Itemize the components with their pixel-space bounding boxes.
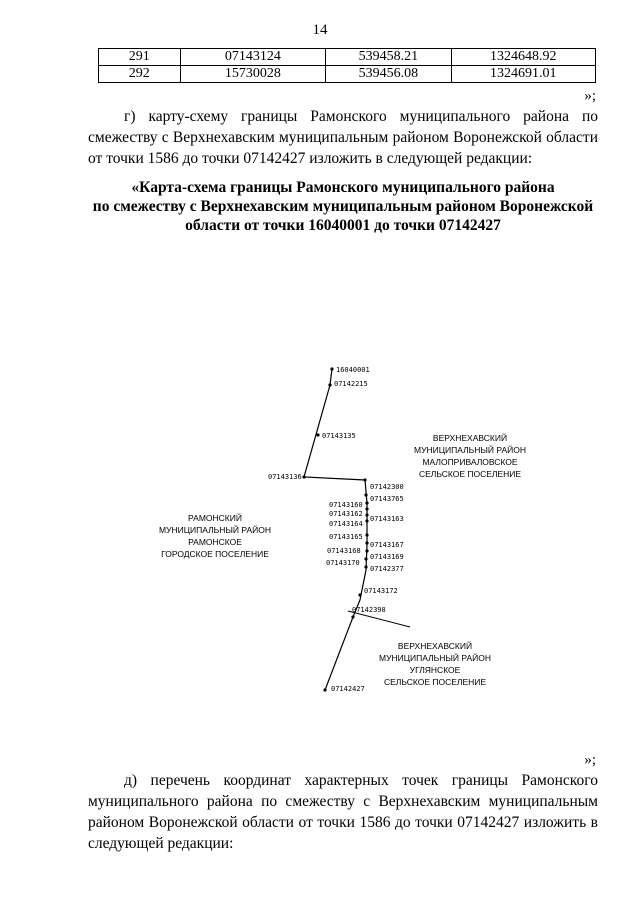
table-cell-point-id: 07143124: [180, 49, 326, 66]
table-cell-point-id: 15730028: [180, 66, 326, 83]
svg-text:РАМОНСКИЙ: РАМОНСКИЙ: [188, 513, 242, 523]
paragraph-g-text: г) карту-схему границы Рамонского муниципального района по смежеству с Верхнехавским муниципальным районом Воронежской области от точки 1586 до точки 07142427 изложить в следующей редакции:: [88, 108, 598, 167]
point-label: 07142427: [331, 685, 365, 693]
paragraph-d-text: д) перечень координат характерных точек границы Рамонского муниципального района по смежеству с Верхнехавским муниципальным районом Воронежской области от точки 1586 до точки 07142427 изложить в следующей редакции:: [88, 772, 598, 852]
map-heading-line: «Карта-схема границы Рамонского муниципального района: [131, 179, 555, 196]
region-label-uglyanskoe: [379, 640, 491, 687]
region-label-malopribalovskoe: [414, 432, 526, 479]
point-label: 07142377: [370, 565, 404, 573]
svg-text:ГОРОДСКОЕ ПОСЕЛЕНИЕ: ГОРОДСКОЕ ПОСЕЛЕНИЕ: [161, 549, 269, 559]
paragraph-g: [88, 106, 598, 169]
boundary-map: [158, 355, 560, 700]
table-cell-y: 1324648.92: [451, 49, 595, 66]
svg-text:ВЕРХНЕХАВСКИЙ: ВЕРХНЕХАВСКИЙ: [432, 433, 508, 443]
boundary-line: [304, 369, 367, 690]
table-cell-x: 539458.21: [326, 49, 451, 66]
svg-text:СЕЛЬСКОЕ ПОСЕЛЕНИЕ: СЕЛЬСКОЕ ПОСЕЛЕНИЕ: [418, 469, 522, 479]
point-label: 07143165: [329, 533, 363, 541]
svg-text:РАМОНСКОЕ: РАМОНСКОЕ: [188, 537, 242, 547]
table-row: [99, 49, 596, 66]
point-label: 07143135: [322, 432, 356, 440]
svg-text:МУНИЦИПАЛЬНЫЙ РАЙОН: МУНИЦИПАЛЬНЫЙ РАЙОН: [158, 525, 272, 535]
svg-text:МАЛОПРИВАЛОВСКОЕ: МАЛОПРИВАЛОВСКОЕ: [422, 457, 518, 467]
closing-quote: »;: [584, 88, 596, 104]
region-label-ramonskoe: [159, 512, 271, 559]
map-heading-line: области от точки 16040001 до точки 07142427: [185, 217, 501, 234]
point-label: 07143169: [370, 553, 404, 561]
point-label: 07143136: [268, 473, 302, 481]
table-cell-point-number: 291: [99, 49, 181, 66]
svg-text:МУНИЦИПАЛЬНЫЙ РАЙОН: МУНИЦИПАЛЬНЫЙ РАЙОН: [413, 445, 527, 455]
page-number: 14: [312, 22, 328, 38]
coordinates-table: [98, 48, 596, 83]
closing-quote: »;: [584, 752, 596, 768]
point-label: 07142300: [370, 483, 404, 491]
svg-text:СЕЛЬСКОЕ ПОСЕЛЕНИЕ: СЕЛЬСКОЕ ПОСЕЛЕНИЕ: [383, 677, 487, 687]
boundary-vertices: [302, 367, 368, 691]
map-heading: [88, 178, 598, 235]
svg-text:УГЛЯНСКОЕ: УГЛЯНСКОЕ: [409, 665, 461, 675]
point-label: 07143160: [329, 501, 363, 509]
point-label: 16040001: [336, 366, 370, 374]
point-label: 07143162: [329, 510, 363, 518]
point-label: 07143168: [327, 547, 361, 555]
table-cell-point-number: 292: [99, 66, 181, 83]
point-label: 07143765: [370, 495, 404, 503]
point-label: 07143164: [329, 520, 363, 528]
point-label: 07142398: [352, 606, 386, 614]
svg-text:ВЕРХНЕХАВСКИЙ: ВЕРХНЕХАВСКИЙ: [397, 641, 473, 651]
point-label: 07143170: [326, 559, 360, 567]
point-label: 07143167: [370, 541, 404, 549]
table-row: [99, 66, 596, 83]
paragraph-d: [88, 770, 598, 854]
point-label: 07142215: [334, 380, 368, 388]
svg-text:МУНИЦИПАЛЬНЫЙ РАЙОН: МУНИЦИПАЛЬНЫЙ РАЙОН: [378, 653, 492, 663]
point-label: 07143172: [364, 587, 398, 595]
point-label: 07143163: [370, 515, 404, 523]
table-cell-x: 539456.08: [326, 66, 451, 83]
table-cell-y: 1324691.01: [451, 66, 595, 83]
map-heading-line: по смежеству с Верхнехавским муниципальным районом Воронежской: [92, 198, 594, 215]
